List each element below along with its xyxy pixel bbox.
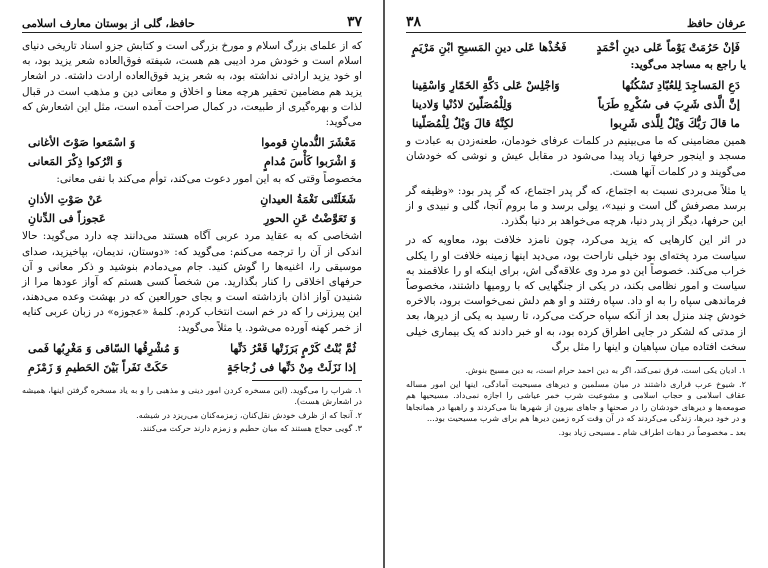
footnote: ۱. ادیان یکی است، فرق نمی‌کند، اگر به دین احمد حرام است، به دین مسیح بنوش. (465, 365, 746, 376)
footnote: بعد ـ مخصوصاً در دهات اطراف شام ـ مسیحی زیاد بود. (558, 426, 746, 437)
verse-line (28, 134, 356, 150)
page-number: ۳۸ (406, 14, 422, 30)
footnote-rule (636, 360, 746, 361)
hemistich: فَخُذْها عَلی دینِ المَسیحِ ابْنِ مَرْیَمٍ (412, 40, 567, 54)
hemistich: إذا نَزَلَتْ مِنْ دَنِّها فی زُجاجَةٍ (227, 359, 356, 374)
hemistich: فَإنْ حَرُمَتْ یَوْماً عَلی دینِ أحْمَدٍ (596, 40, 740, 54)
right-page-header (406, 14, 746, 33)
hemistich: ما قالَ رَبُّكَ وَیْلٌ لِلَّذی شَرِبوا (610, 116, 740, 131)
hemistich: شَغَلَتْنی نَغْمَةُ العیدانِ (260, 192, 356, 207)
hemistich: وَاجْلِسْ عَلی دَكَّةِ الخَمّارِ وَاسْقِینا (412, 78, 560, 93)
running-title: عرفان حافظ (686, 17, 746, 30)
body-paragraph: یا راجع به مساجد می‌گوید: (630, 59, 746, 71)
hemistich: وَ اتْرُكوا ذِكْرَ المَعانی (28, 154, 123, 169)
hemistich: إنَّ الَّذی شَرِبَ فی سُكْرِهِ طَرَباً (598, 97, 740, 112)
footnote: ۱. شراب را می‌گوید. (این مسخره کردن امور دینی و مذهبی را و به یاد مسخره گرفتن اینها، همیشه در اشعارش هست). (22, 384, 362, 407)
hemistich: دَعِ المَساجِدَ لِلعُبّادِ تَسْكُنُها (622, 78, 740, 93)
hemistich: وَ مُشْرِقُها السّاقی وَ مَغْرِبُها فَمی (28, 340, 180, 355)
verse-line (28, 153, 356, 169)
verse-line (412, 96, 740, 112)
hemistich: مَعْشَرَ النُّدمانِ قوموا (261, 135, 356, 150)
body-paragraph: که از علمای بزرگ اسلام و مورخ بزرگی است و کتابش جزو اسناد تاریخی دنیای اسلام است و خودش مرد ادیبی هم هست، شیفته فوق‌العاده شعر یزید بود، به او خود یزید ارادتی نداشته بود، به شعر یزید فوق‌العاده ارادت داشته. در اشعار یزید هم مضامین تحقیر هرچه معنا و اخلاق و معانی دین و مذهب است در قبال لذات و بهره‌گیری از طبیعت، در کمال صراحت آمده است، مثل این اشعارش که می‌گوید: (22, 40, 362, 129)
footnote: ۲. آنجا که از ظرف خودش نقل‌کنان، زمزمه‌کنان می‌ریزد در شیشه. (136, 409, 362, 420)
right-page (384, 0, 768, 568)
hemistich: وَلِلْمُصَلّینَ لادُنْیا وَلادینا (412, 97, 512, 112)
verse-line (412, 39, 740, 55)
verse-line (28, 340, 356, 356)
hemistich: حَكَتْ نَفَراً بَیْنَ الحَطیمِ وَ زَمْزَمِ (28, 359, 169, 374)
body-paragraph: اشخاصی که به عقاید مرد عربی آگاه هستند می‌دانند چه دارد می‌گوید: حالا اندکی از آن را ترجمه می‌کنم: می‌گوید که: «دوستان، ندیمان، بپاخیزید، صدای موسیقی را، اغنیه‌ها را گوش کنید. جام می‌دمادم بنوشید و ذکر معانی و آن حرفهای اخلاقی را کنار بگذارید. من شخصاً کسی هستم که آواز عودها مرا از شنیدن آواز اذان بازداشته است و بجای حورالعین که در بهشت وعده می‌دهند، این پیرزنی را که در خم است انتخاب کردم. کلمهٔ «عجوزه» در زبان عربی کنایه از خمر کهنه آورده می‌شود. یا مثلاً می‌گوید: (22, 230, 362, 334)
verse-line (28, 191, 356, 207)
hemistich: ثُمَّ بُنْتُ كَرْمٍ بَرَزَتْها قَعْرُ دَنِّها (230, 340, 356, 355)
verse-line (28, 210, 356, 226)
hemistich: عَنْ صَوْتِ الأذانِ (28, 192, 103, 207)
verse-line (412, 77, 740, 93)
hemistich: وَ تَعَوَّضْتُ عَنِ الحورِ (264, 211, 356, 226)
footnote: ۳. گویی حجاج هستند که میان حطیم و زمزم دارند حرکت می‌کنند. (140, 423, 362, 434)
hemistich: وَ اسْمَعوا صَوْتَ الأغانی (28, 135, 136, 150)
left-page-header (22, 14, 362, 33)
verse-line (28, 359, 356, 375)
page-number: ۳۷ (346, 14, 362, 30)
hemistich: لكِنَّهُ قالَ وَیْلٌ لِلْمُصَلّینا (412, 116, 514, 131)
hemistich: عَجوزاً فی الدِّنانِ (28, 211, 106, 226)
footnote: ۲. شیوخ عرب قراری داشتند در میان مسلمین و دیرهای مسیحیت آمادگی، اینها این امور مساله عقاف اسلامی و حجاب اسلامی و مشوعیت شرب خمر عیاشی را اجازه نمی‌داد. مسیحیها هم صومعه‌ها و دیرهای خودشان را در صحنها و جاهای بیرون از شهرها بنا می‌کردند و راهبها در همانجاها و در خود دیرها، زندگی می‌کردند که در آن وقت کره زمین دیرها هم برای شرب مسیحیت بود... (406, 378, 746, 424)
body-paragraph: مخصوصاً وقتی که به این امور دعوت می‌کند، توأم می‌کند با نفی معانی: (56, 173, 362, 186)
hemistich: وَ اشْرَبوا كَأْسَ مُدامٍ (263, 154, 356, 169)
body-paragraph: یا مثلاً می‌بردی نسبت به اجتماع، که گر پدر اجتماع، که گر پدر بود: «وظیفه گر برسد مصرفش گل است و نبید»، یولی برسد و ما بروم آنجا، گلی و نبیدی و از این حرفها، دیگر از پدر دنیا، هرچه می‌خواهد بر دنیا بگذرد. (406, 184, 746, 228)
body-paragraph: همین مضامینی که ما می‌بینیم در کلمات عرفای خودمان، طعنه‌زدن به عبادت و مسجد و اینجور حرفها زیاد پیدا می‌شود در مقابل عیش و نوشی که خودشان می‌گویند و در کلمات آنها هست. (406, 135, 746, 178)
footnote-rule (252, 380, 362, 381)
verse-line (412, 115, 740, 131)
running-title: حافظ، گلی از بوستان معارف اسلامی (22, 17, 195, 30)
body-paragraph: در اثر این کارهایی که یزید می‌کرد، چون نامزد خلافت بود، معاویه که در سیاست مرد پخته‌ای بود خیلی ناراحت بود، می‌دید اینها زمینه خلافت او را یکلی خراب می‌کند. خصوصاً این دو مرد وی علاقه‌گی اش، برای اینکه او را علاقمند به سیاست و امور نظامی بکند، در یکی از جنگهایی که با رومیها داشتند، مخصوصاً فرماندهی سپاه را به او داد. سپاه رفتند و او هم دلش نمی‌خواست برود، بالاخره خودش چند منزل بعد از آنکه سپاه حرکت می‌کرد، تا رسید به یکی از دیرها، بعد از مدتی که لشکر در جایی اطراق کرده بود، به او خبر دادند که یک بیماری خیلی سخت افتاده میان سپاهیان و اینها را مثل برگ (406, 234, 746, 353)
